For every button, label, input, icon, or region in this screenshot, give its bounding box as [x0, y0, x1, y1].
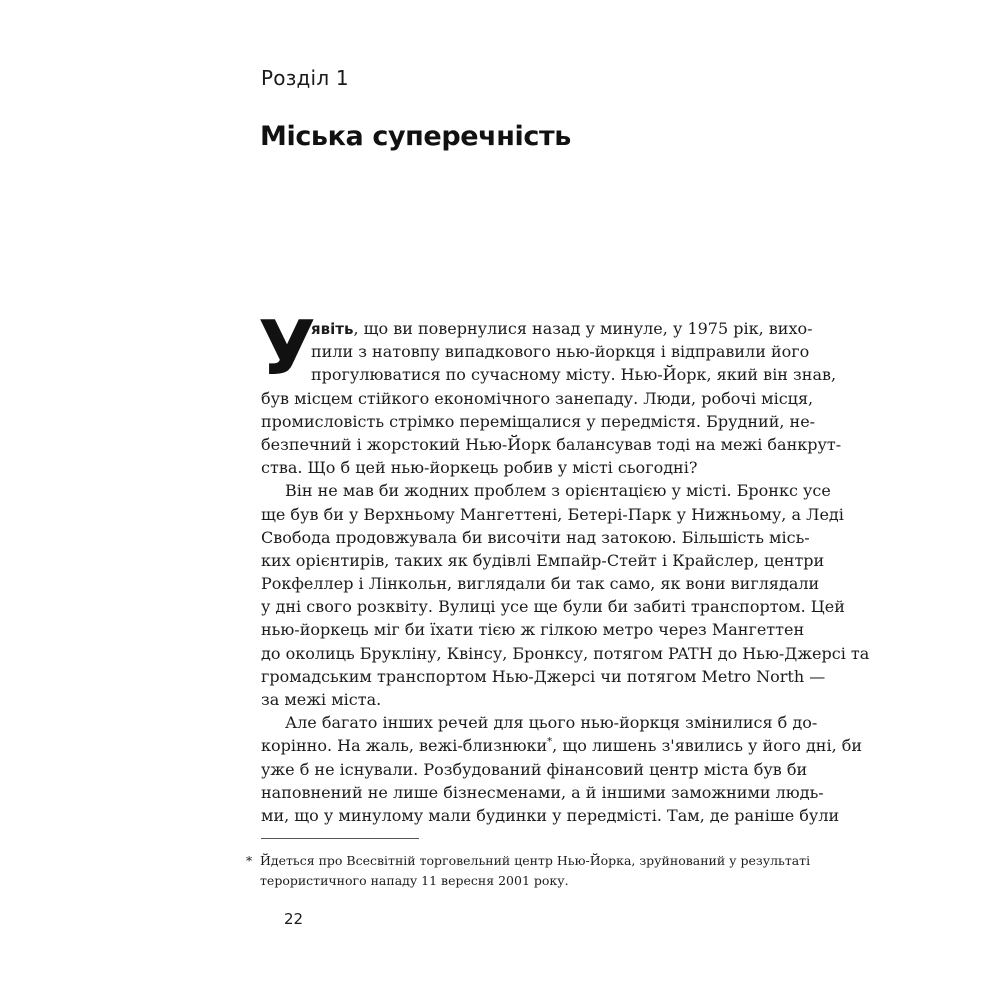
text-line — [261, 317, 813, 340]
text-line: пили з натовпу випадкового нью-йоркця і відправили його — [311, 342, 810, 362]
text-line-content: Він не мав би жодних проблем з орієнтацією у місті. Бронкс усе — [285, 481, 831, 501]
text-line-content: корінно. На жаль, вежі-близнюки — [261, 736, 548, 756]
text-line: до околиць Брукліну, Квінсу, Бронксу, потягом PATH до Нью-Джерсі та — [261, 643, 870, 663]
footnote — [246, 851, 811, 891]
text-line: нью-йоркець міг би їхати тією ж гілкою метро через Мангеттен — [261, 620, 805, 640]
text-line-content: , що ви повернулися назад у минуле, у 1975 рік, вихо- — [353, 319, 813, 338]
text-line — [261, 734, 863, 757]
text-line — [261, 711, 818, 734]
drop-cap: У — [258, 304, 316, 392]
chapter-title: Міська суперечність — [260, 121, 571, 152]
text-line: Свобода продовжувала би височіти над затокою. Більшість місь- — [261, 527, 810, 547]
footnote-text — [260, 851, 811, 891]
text-line: ства. Що б цей нью-йоркець робив у місті сьогодні? — [261, 458, 698, 478]
text-line: ми, що у минулому мали будинки у передмісті. Там, де раніше були — [261, 805, 840, 825]
footnote-line: терористичного нападу 11 вересня 2001 року. — [260, 873, 569, 888]
body-text — [261, 317, 870, 827]
text-line: безпечний і жорстокий Нью-Йорк балансував тоді на межі банкрут- — [261, 434, 842, 454]
lead-bold-word: явіть — [311, 320, 354, 338]
text-line: ще був би у Верхньому Мангеттені, Бетері-Парк у Нижньому, а Леді — [261, 504, 844, 524]
text-line: Рокфеллер і Лінкольн, виглядали би так само, як вони виглядали — [261, 574, 820, 594]
text-line-content: , що лишень з'явились у його дні, би — [552, 736, 863, 756]
text-line: ких орієнтирів, таких як будівлі Емпайр-Стейт і Крайслер, центри — [261, 550, 825, 570]
text-line: уже б не існували. Розбудований фінансовий центр міста був би — [261, 759, 808, 779]
text-line: громадським транспортом Нью-Джерсі чи потягом Metro North — — [261, 666, 826, 686]
text-line: прогулюватися по сучасному місту. Нью-Йорк, який він знав, — [311, 365, 837, 385]
footnote-divider — [261, 838, 419, 839]
text-line: наповнений не лише бізнесменами, а й іншими заможними людь- — [261, 782, 824, 802]
text-line: у дні свого розквіту. Вулиці усе ще були би забиті транспортом. Цей — [261, 597, 845, 617]
text-line-content: Але багато інших речей для цього нью-йоркця змінилися б до- — [285, 713, 818, 733]
chapter-label: Розділ 1 — [261, 66, 349, 90]
footnote-marker: * — [246, 853, 253, 868]
page-number: 22 — [284, 910, 304, 928]
text-line — [261, 479, 831, 502]
text-line: за межі міста. — [261, 690, 382, 709]
text-line: був місцем стійкого економічного занепаду. Люди, робочі місця, — [261, 388, 814, 408]
footnote-reference: * — [547, 737, 553, 749]
footnote-line: Йдеться про Всесвітній торговельний центр Нью-Йорка, зруйнований у результаті — [260, 853, 811, 868]
text-line: промисловість стрімко переміщалися у передмістя. Брудний, не- — [261, 411, 816, 431]
